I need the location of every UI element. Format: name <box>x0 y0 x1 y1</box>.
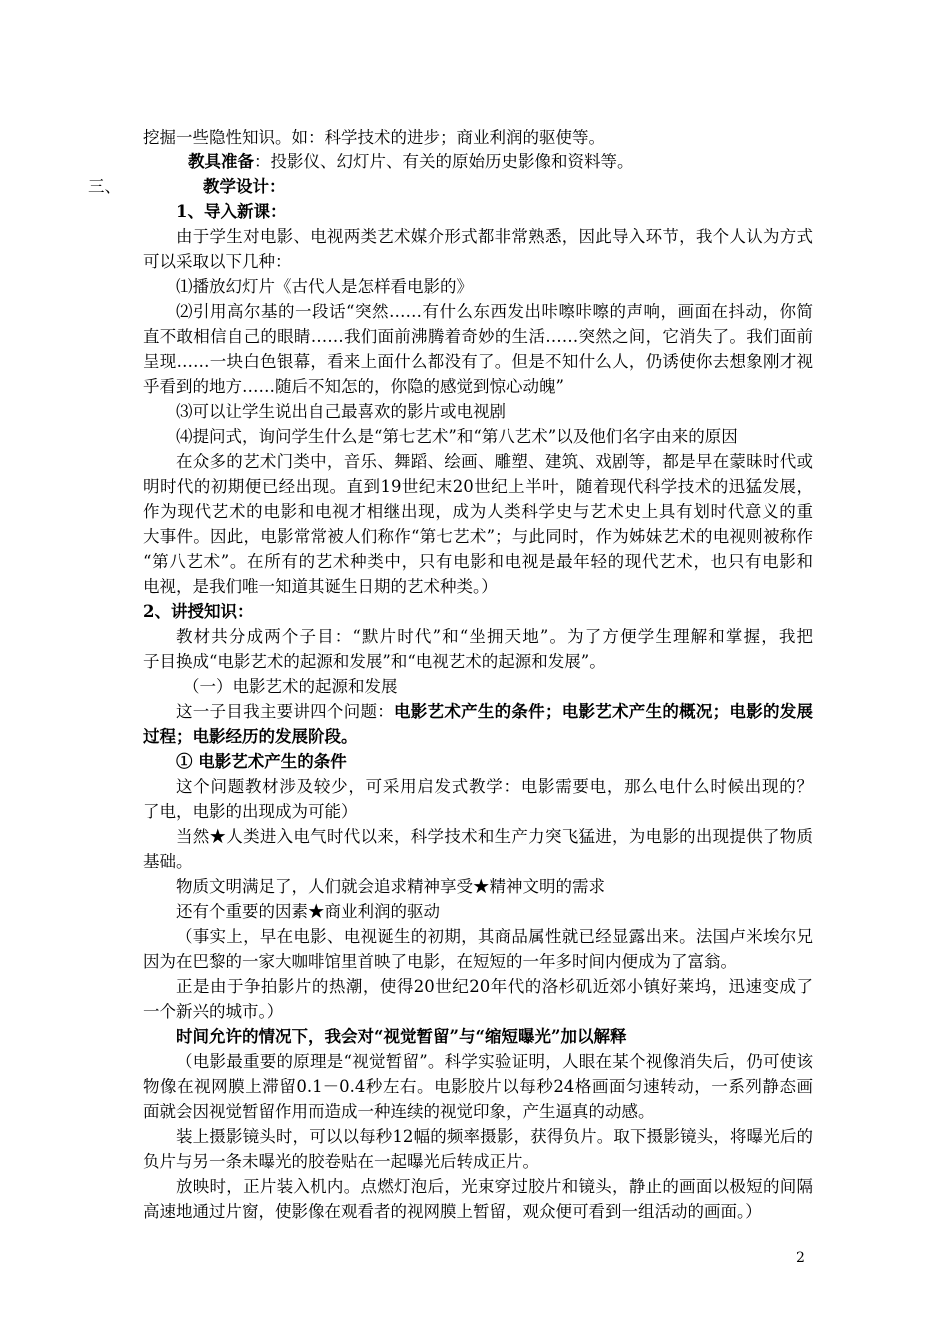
paragraph-line: 当然★人类进入电气时代以来，科学技术和生产力突飞猛进，为电影的出现提供了物质 <box>176 827 813 846</box>
paragraph-line: 挖掘一些隐性知识。如：科学技术的进步；商业利润的驱使等。 <box>143 128 605 147</box>
teaching-aids-text: ：投影仪、幻灯片、有关的原始历史影像和资料等。 <box>254 152 634 171</box>
text-plain: 这一子目我主要讲四个问题： <box>176 702 395 721</box>
paragraph-line: 由于学生对电影、电视两类艺术媒介形式都非常熟悉，因此导入环节，我个人认为方式 <box>176 227 813 246</box>
paragraph-line: 明时代的初期便已经出现。直到19世纪末20世纪上半叶，随着现代科学技术的迅猛发展， <box>143 477 813 496</box>
section-marker: 三、 <box>88 177 121 196</box>
paragraph-line: 了电，电影的出现成为可能） <box>143 802 358 821</box>
paragraph-line <box>176 700 813 724</box>
page-number: 2 <box>796 1250 805 1266</box>
paragraph-line: 基础。 <box>143 852 193 871</box>
paragraph-line: 面就会因视觉暂留作用而造成一种连续的视觉印象，产生逼真的动感。 <box>143 1102 655 1121</box>
paragraph-line: 教材共分成两个子目：“默片时代”和“坐拥天地”。为了方便学生理解和掌握，我把 <box>176 627 813 646</box>
heading-lecture: 2、讲授知识： <box>143 602 254 621</box>
paragraph-line: 过程；电影经历的发展阶段。 <box>143 727 358 746</box>
paragraph-line: 一个新兴的城市。） <box>143 1002 284 1021</box>
heading-condition: ① 电影艺术产生的条件 <box>176 752 347 771</box>
paragraph-line: 直不敢相信自己的眼睛……我们面前沸腾着奇妙的生活……突然之间，它消失了。我们面前 <box>143 327 813 346</box>
subsection-title: （一）电影艺术的起源和发展 <box>183 677 398 696</box>
paragraph-line: 物像在视网膜上滞留0.1－0.4秒左右。电影胶片以每秒24格画面匀速转动，一系列静态画 <box>143 1077 813 1096</box>
paragraph-line: 可以采取以下几种： <box>143 252 292 271</box>
paragraph-line: 正是由于争拍影片的热潮，使得20世纪20年代的洛杉矶近郊小镇好莱坞，迅速变成了 <box>176 977 813 996</box>
paragraph-line: 物质文明满足了，人们就会追求精神享受★精神文明的需求 <box>176 877 605 896</box>
list-item: ⑴播放幻灯片《古代人是怎样看电影的》 <box>176 277 473 296</box>
section-title: 教学设计： <box>203 177 286 196</box>
heading-explanation: 时间允许的情况下，我会对“视觉暂留”与“缩短曝光”加以解释 <box>176 1027 627 1046</box>
paragraph-line: ⑵引用高尔基的一段话“突然……有什么东西发出咔嚓咔嚓的声响，画面在抖动，你简 <box>176 302 813 321</box>
paragraph-line: 放映时，正片装入机内。点燃灯泡后，光束穿过胶片和镜头，静止的画面以极短的间隔 <box>176 1177 813 1196</box>
paragraph-line: （事实上，早在电影、电视诞生的初期，其商品属性就已经显露出来。法国卢米埃尔兄 <box>176 927 813 946</box>
paragraph-line: 呈现……一块白色银幕，看来上面什么都没有了。但是不知什么人，仍诱使你去想象刚才视 <box>143 352 813 371</box>
list-item: ⑶可以让学生说出自己最喜欢的影片或电视剧 <box>176 402 506 421</box>
list-item: ⑷提问式，询问学生什么是“第七艺术”和“第八艺术”以及他们名字由来的原因 <box>176 427 738 446</box>
paragraph-line: 子目换成“电影艺术的起源和发展”和“电视艺术的起源和发展”。 <box>143 652 606 671</box>
paragraph-line: “第八艺术”。在所有的艺术种类中，只有电影和电视是最年轻的现代艺术，也只有电影和 <box>143 552 813 571</box>
text-bold: 电影艺术产生的条件；电影艺术产生的概况；电影的发展 <box>394 702 813 721</box>
paragraph-line: 高速地通过片窗，使影像在观看者的视网膜上暂留，观众便可看到一组活动的画面。） <box>143 1202 762 1221</box>
paragraph-line: 电视，是我们唯一知道其诞生日期的艺术种类。） <box>143 577 498 596</box>
paragraph-line: 这个问题教材涉及较少，可采用启发式教学：电影需要电，那么电什么时候出现的？ <box>176 777 813 796</box>
paragraph-line: 负片与另一条未曝光的胶卷贴在一起曝光后转成正片。 <box>143 1152 539 1171</box>
paragraph-line: 大事件。因此，电影常常被人们称作“第七艺术”；与此同时，作为姊妹艺术的电视则被称作 <box>143 527 813 546</box>
paragraph-line: 作为现代艺术的电影和电视才相继出现，成为人类科学史与艺术史上具有划时代意义的重 <box>143 502 813 521</box>
teaching-aids-line <box>188 150 813 174</box>
paragraph-line: （电影最重要的原理是“视觉暂留”。科学实验证明，人眼在某个视像消失后，仍可使该 <box>176 1052 813 1071</box>
heading-intro: 1、导入新课： <box>176 202 287 221</box>
paragraph-line: 乎看到的地方……随后不知怎的，你隐的感觉到惊心动魄” <box>143 377 564 396</box>
paragraph-line: 装上摄影镜头时，可以以每秒12幅的频率摄影，获得负片。取下摄影镜头，将曝光后的 <box>176 1127 813 1146</box>
teaching-aids-label: 教具准备 <box>188 152 254 171</box>
paragraph-line: 因为在巴黎的一家大咖啡馆里首映了电影，在短短的一年多时间内便成为了富翁。 <box>143 952 737 971</box>
paragraph-line: 在众多的艺术门类中，音乐、舞蹈、绘画、雕塑、建筑、戏剧等，都是早在蒙昧时代或 <box>176 452 813 471</box>
paragraph-line: 还有个重要的因素★商业利润的驱动 <box>176 902 440 921</box>
